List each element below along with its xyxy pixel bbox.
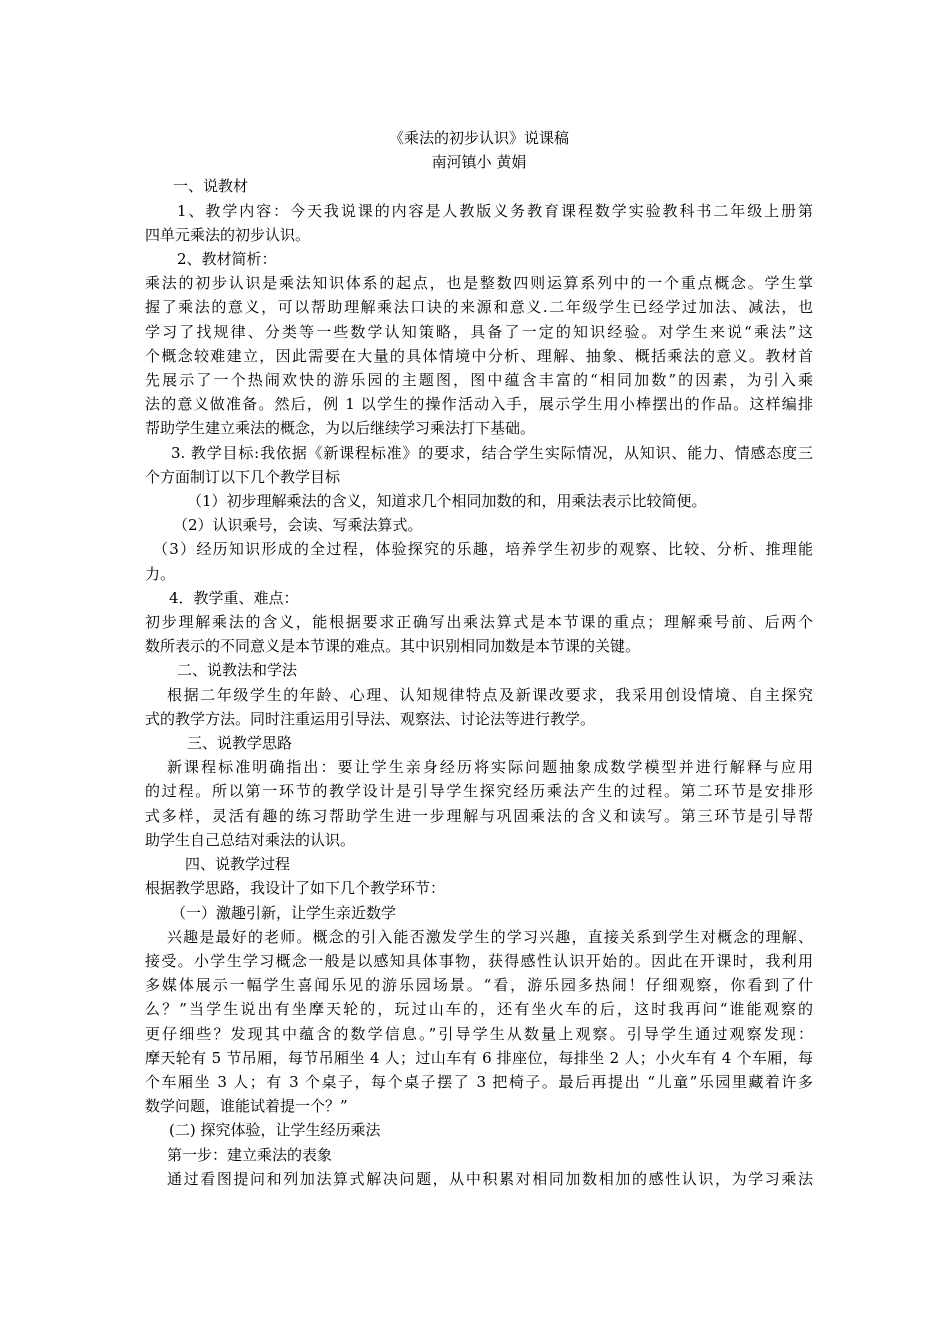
text-line: 么？”当学生说出有坐摩天轮的，玩过山车的，还有坐火车的后，这时我再问“谁能观察的 [145, 1000, 813, 1019]
document-body [145, 126, 813, 1191]
text-line: 2、教材简析： [177, 250, 277, 269]
text-line: 乘法的初步认识是乘法知识体系的起点，也是整数四则运算系列中的一个重点概念。学生掌 [145, 274, 813, 293]
text-line: 更仔细些？发现其中蕴含的数学信息。”引导学生从数量上观察。引导学生通过观察发现： [145, 1024, 813, 1043]
text-line: 根据教学思路，我设计了如下几个教学环节： [145, 879, 446, 898]
text-line: 帮助学生建立乘法的概念，为以后继续学习乘法打下基础。 [145, 419, 536, 438]
text-line: 力。 [145, 564, 176, 583]
document-author: 南河镇小 黄娟 [431, 153, 527, 172]
text-line: （1）初步理解乘法的含义，知道求几个相同加数的和，用乘法表示比较简便。 [187, 492, 707, 511]
text-line: (二) 探究体验，让学生经历乘法 [169, 1121, 381, 1140]
text-line: 法的意义做准备。然后，例 1 以学生的操作活动入手，展示学生用小棒摆出的作品。这样编排 [145, 395, 813, 414]
text-line: 先展示了一个热闹欢快的游乐园的主题图，图中蕴含丰富的“相同加数”的因素，为引入乘 [145, 371, 813, 390]
text-line: 四单元乘法的初步认识。 [145, 225, 311, 244]
text-line: 4．教学重、难点： [169, 588, 299, 607]
text-line: 握了乘法的意义，可以帮助理解乘法口诀的来源和意义.二年级学生已经学过加法、减法，也 [145, 298, 813, 317]
text-line: 兴趣是最好的老师。概念的引入能否激发学生的学习兴趣，直接关系到学生对概念的理解、 [167, 927, 813, 946]
text-line: 二、说教法和学法 [177, 661, 298, 680]
text-line: 1、教学内容：今天我说课的内容是人教版义务教育课程数学实验教科书二年级上册第 [177, 201, 813, 220]
text-line: （一）激趣引新，让学生亲近数学 [171, 903, 397, 922]
text-line: 摩天轮有 5 节吊厢，每节吊厢坐 4 人；过山车有 6 排座位，每排坐 2 人；小火车有 4 个车厢，每 [145, 1048, 813, 1067]
text-line: 数所表示的不同意义是本节课的难点。其中识别相同加数是本节课的关键。 [145, 637, 641, 656]
text-line: （2）认识乘号，会读、写乘法算式。 [173, 516, 423, 535]
document-text [145, 174, 813, 1191]
text-line: 新课程标准明确指出：要让学生亲身经历将实际问题抽象成数学模型并进行解释与应用 [167, 758, 813, 777]
text-line: 初步理解乘法的含义，能根据要求正确写出乘法算式是本节课的重点；理解乘号前、后两个 [145, 613, 813, 632]
text-line: 式的教学方法。同时注重运用引导法、观察法、讨论法等进行教学。 [145, 709, 596, 728]
text-line: 多媒体展示一幅学生喜闻乐见的游乐园场景。“看，游乐园多热闹！仔细观察，你看到了什 [145, 976, 813, 995]
text-line: 数学问题，谁能试着提一个？” [145, 1097, 348, 1116]
document-title: 《乘法的初步认识》说课稿 [388, 129, 569, 147]
text-line: 个概念较难建立，因此需要在大量的具体情境中分析、理解、抽象、概括乘法的意义。教材首 [145, 346, 813, 365]
text-line: 四、说教学过程 [185, 855, 291, 874]
text-line: 助学生自己总结对乘法的认识。 [145, 830, 356, 849]
text-line: 接受。小学生学习概念一般是以感知具体事物，获得感性认识开始的。因此在开课时，我利用 [145, 951, 813, 970]
text-line: 个车厢坐 3 人；有 3 个桌子，每个桌子摆了 3 把椅子。最后再提出 “儿童”乐园里藏着许多 [145, 1072, 813, 1091]
text-line: 第一步：建立乘法的表象 [167, 1145, 333, 1164]
text-line: 学习了找规律、分类等一些数学认知策略，具备了一定的知识经验。对学生来说“乘法”这 [145, 322, 813, 341]
text-line: 通过看图提问和列加法算式解决问题，从中积累对相同加数相加的感性认识，为学习乘法 [167, 1169, 813, 1188]
text-line: 式多样，灵活有趣的练习帮助学生进一步理解与巩固乘法的含义和读写。第三环节是引导帮 [145, 806, 813, 825]
text-line: 一、说教材 [173, 177, 249, 196]
text-line: 三、说教学思路 [187, 734, 293, 753]
text-line: 的过程。所以第一环节的教学设计是引导学生探究经历乘法产生的过程。第二环节是安排形 [145, 782, 813, 801]
text-line: 个方面制订以下几个教学目标 [145, 467, 341, 486]
text-line: 根据二年级学生的年龄、心理、认知规律特点及新课改要求，我采用创设情境、自主探究 [167, 685, 813, 704]
text-line: （3）经历知识形成的全过程，体验探究的乐趣，培养学生初步的观察、比较、分析、推理能 [153, 540, 813, 559]
text-line: 3. 教学目标:我依据《新课程标准》的要求，结合学生实际情况，从知识、能力、情感态度三 [171, 443, 813, 462]
